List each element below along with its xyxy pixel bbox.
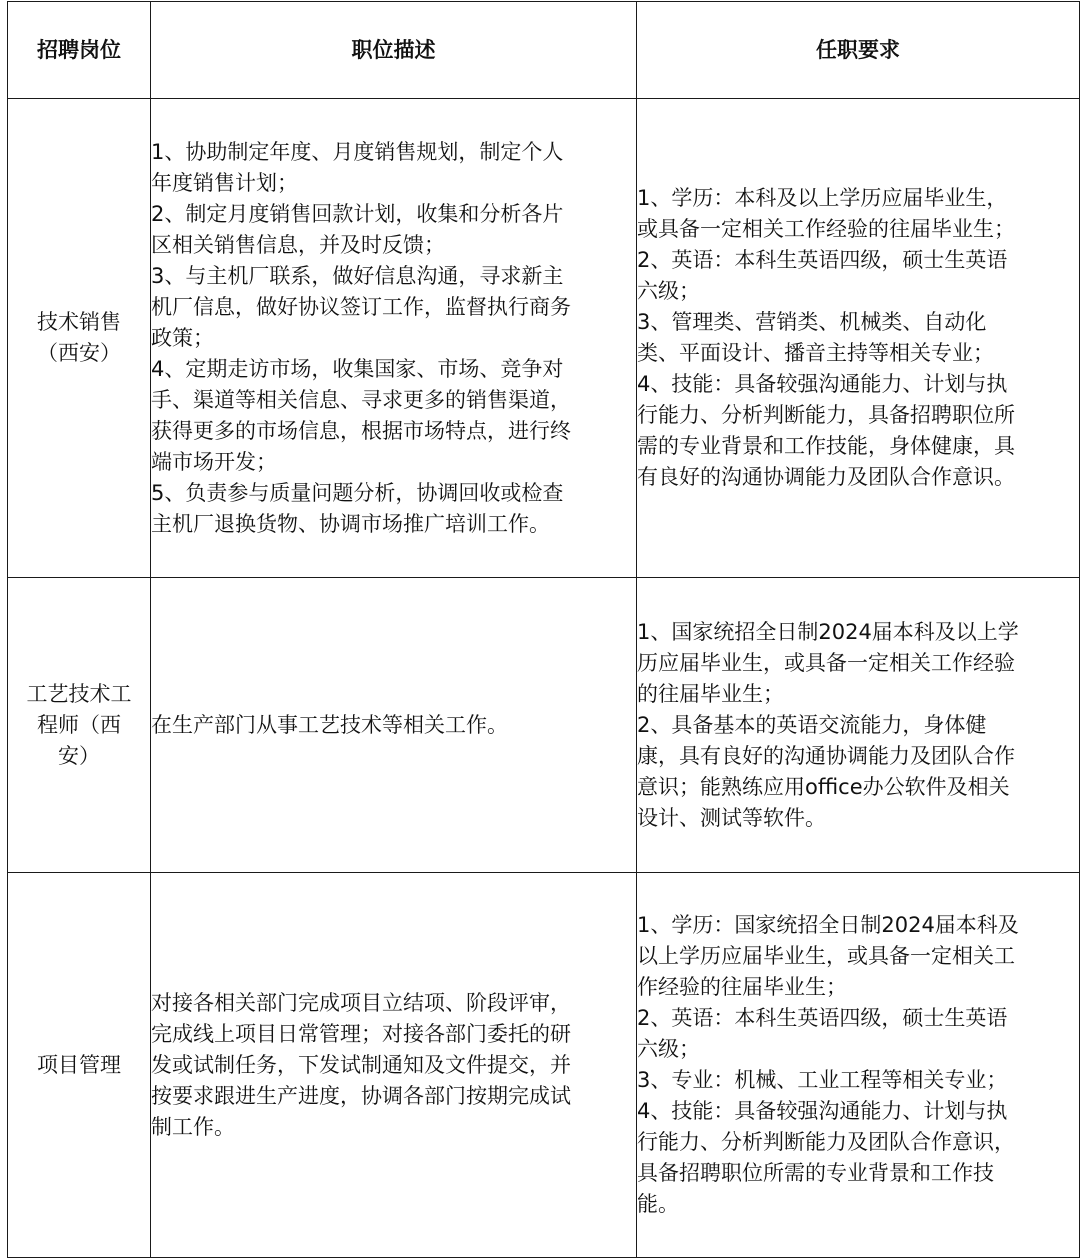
requirement-line: 意识；能熟练应用office办公软件及相关 <box>637 774 1010 799</box>
description-cell <box>151 873 637 1258</box>
requirements-cell <box>637 873 1080 1258</box>
description-line: 完成线上项目日常管理；对接各部门委托的研 <box>151 1021 571 1046</box>
requirement-line: 有良好的沟通协调能力及团队合作意识。 <box>637 465 1015 489</box>
requirement-line: 的往届毕业生； <box>637 681 784 706</box>
description-line: 5、负责参与质量问题分析，协调回收或检查 <box>151 480 564 505</box>
table-row <box>8 99 1080 578</box>
requirement-line: 4、技能：具备较强沟通能力、计划与执 <box>637 372 1008 396</box>
description-cell <box>151 99 637 578</box>
requirement-line: 六级； <box>637 279 700 303</box>
requirement-line: 1、学历：国家统招全日制2024届本科及 <box>637 913 1019 937</box>
description-line: 按要求跟进生产进度，协调各部门按期完成试 <box>151 1083 571 1108</box>
requirement-line: 或具备一定相关工作经验的往届毕业生； <box>637 217 1015 241</box>
requirement-line: 具备招聘职位所需的专业背景和工作技 <box>637 1161 994 1185</box>
description-line: 端市场开发； <box>151 449 277 474</box>
requirement-line: 类、平面设计、播音主持等相关专业； <box>637 341 994 365</box>
requirement-line: 3、管理类、营销类、机械类、自动化 <box>637 310 987 334</box>
position-line: 工艺技术工 <box>26 681 132 706</box>
position-cell <box>8 578 151 873</box>
requirement-line: 2、英语：本科生英语四级，硕士生英语 <box>637 248 1008 272</box>
description-line: 获得更多的市场信息，根据市场特点，进行终 <box>151 418 571 443</box>
header-row <box>8 2 1080 99</box>
requirement-line: 六级； <box>637 1037 700 1061</box>
requirement-line: 需的专业背景和工作技能，身体健康，具 <box>637 434 1015 458</box>
requirement-line: 行能力、分析判断能力，具备招聘职位所 <box>637 403 1015 427</box>
recruitment-table <box>7 1 1080 1258</box>
requirement-line: 2、具备基本的英语交流能力，身体健 <box>637 712 987 737</box>
description-line: 年度销售计划； <box>151 170 298 195</box>
table-row <box>8 873 1080 1258</box>
description-line: 1、协助制定年度、月度销售规划，制定个人 <box>151 139 564 164</box>
header-description: 职位描述 <box>151 2 637 99</box>
position-line: 技术销售 <box>37 310 121 334</box>
description-line: 2、制定月度销售回款计划，收集和分析各片 <box>151 201 564 226</box>
description-line: 发或试制任务，下发试制通知及文件提交，并 <box>151 1052 571 1077</box>
requirement-line: 3、专业：机械、工业工程等相关专业； <box>637 1068 1008 1092</box>
description-line: 在生产部门从事工艺技术等相关工作。 <box>151 712 508 737</box>
description-line: 4、定期走访市场，收集国家、市场、竞争对 <box>151 356 564 381</box>
description-cell <box>151 578 637 873</box>
description-line: 主机厂退换货物、协调市场推广培训工作。 <box>151 511 550 536</box>
position-cell <box>8 873 151 1258</box>
requirement-line: 1、国家统招全日制2024届本科及以上学 <box>637 619 1019 644</box>
requirement-line: 历应届毕业生，或具备一定相关工作经验 <box>637 650 1015 675</box>
requirement-line: 设计、测试等软件。 <box>637 805 826 830</box>
requirement-line: 4、技能：具备较强沟通能力、计划与执 <box>637 1099 1008 1123</box>
description-line: 3、与主机厂联系，做好信息沟通，寻求新主 <box>151 263 564 288</box>
description-line: 区相关销售信息，并及时反馈； <box>151 232 445 257</box>
position-line: 程师（西 <box>37 712 121 737</box>
requirement-line: 行能力、分析判断能力及团队合作意识， <box>637 1130 1015 1154</box>
description-line: 手、渠道等相关信息、寻求更多的销售渠道， <box>151 387 571 412</box>
requirement-line: 1、学历：本科及以上学历应届毕业生， <box>637 186 1008 210</box>
requirements-cell <box>637 578 1080 873</box>
position-line: 安） <box>58 743 100 768</box>
requirement-line: 能。 <box>637 1192 679 1216</box>
requirement-line: 2、英语：本科生英语四级，硕士生英语 <box>637 1006 1008 1030</box>
position-line: （西安） <box>37 341 121 365</box>
description-line: 对接各相关部门完成项目立结项、阶段评审， <box>151 990 571 1015</box>
header-requirements: 任职要求 <box>637 2 1080 99</box>
description-line: 制工作。 <box>151 1114 235 1139</box>
header-position: 招聘岗位 <box>8 2 151 99</box>
requirement-line: 以上学历应届毕业生，或具备一定相关工 <box>637 944 1015 968</box>
requirement-line: 作经验的往届毕业生； <box>637 975 847 999</box>
requirement-line: 康，具有良好的沟通协调能力及团队合作 <box>637 743 1015 768</box>
description-line: 政策； <box>151 325 214 350</box>
position-line: 项目管理 <box>37 1052 121 1077</box>
position-cell <box>8 99 151 578</box>
table-row <box>8 578 1080 873</box>
description-line: 机厂信息，做好协议签订工作，监督执行商务 <box>151 294 571 319</box>
requirements-cell <box>637 99 1080 578</box>
